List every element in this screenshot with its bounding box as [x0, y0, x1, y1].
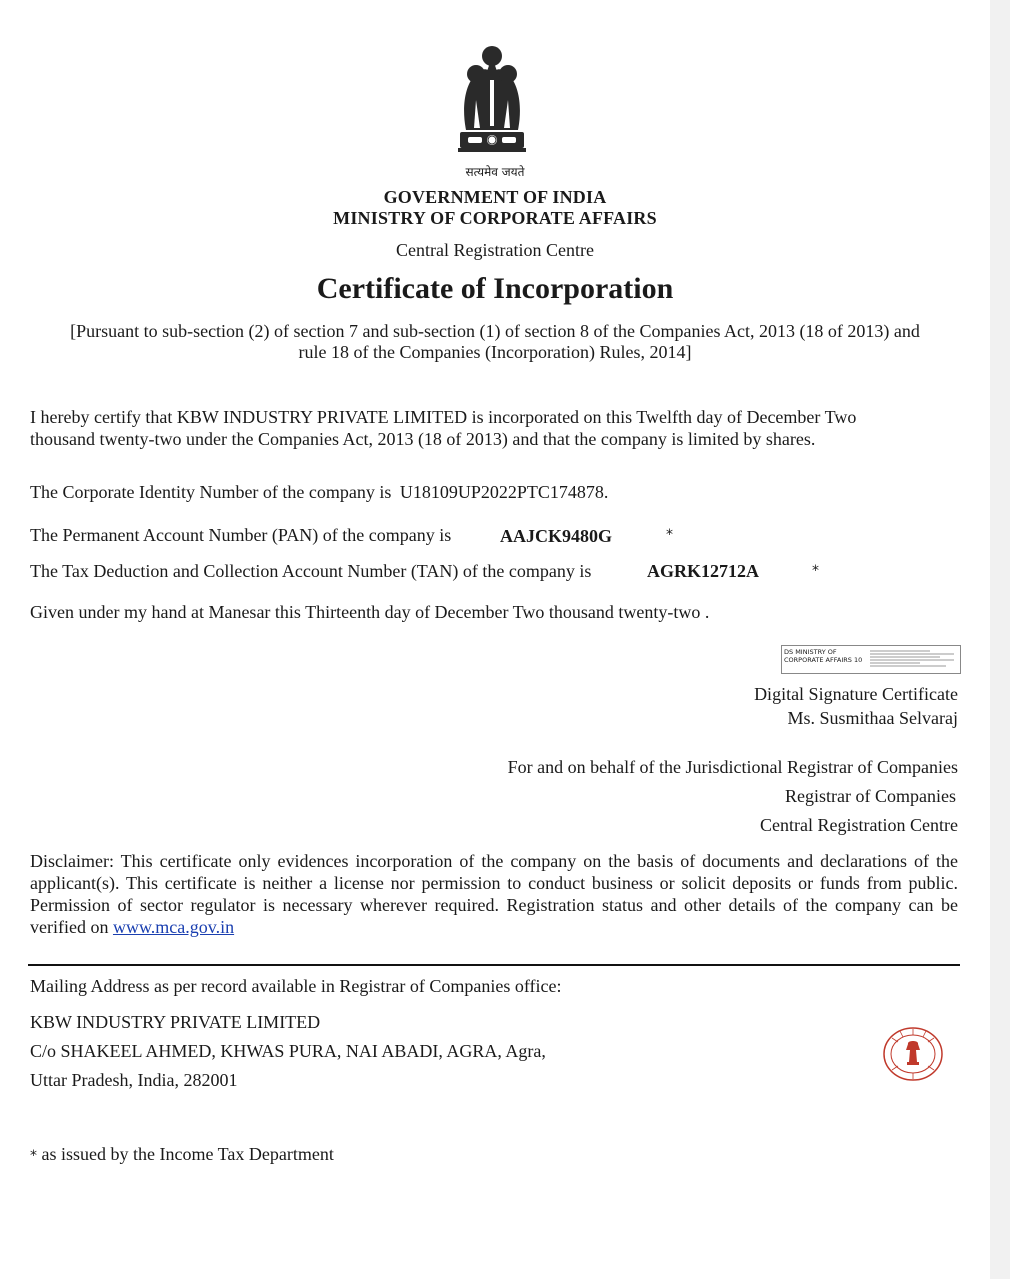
- digital-signature-stamp[interactable]: [781, 645, 961, 674]
- mca-website-link[interactable]: www.mca.gov.in: [112, 917, 235, 937]
- certificate-title: Certificate of Incorporation: [316, 272, 674, 305]
- mailing-line-2: C/o SHAKEEL AHMED, KHWAS PURA, NAI ABADI, AGRA, Agra,: [30, 1041, 546, 1061]
- mailing-line-3: Uttar Pradesh, India, 282001: [30, 1070, 238, 1090]
- pan-row: [30, 525, 451, 546]
- mailing-line-1: KBW INDUSTRY PRIVATE LIMITED: [30, 1012, 321, 1032]
- given-line: Given under my hand at Manesar this Thirteenth day of December Two thousand twenty-two .: [30, 602, 710, 622]
- pursuant-line-2: rule 18 of the Companies (Incorporation) Rules, 2014]: [298, 342, 692, 362]
- signature-detail-lines: [870, 649, 956, 669]
- signature-stamp-text: DS MINISTRY OF CORPORATE AFFAIRS 10: [784, 648, 863, 664]
- footnote-text: as issued by the Income Tax Department: [37, 1144, 334, 1164]
- signer-name: Ms. Susmithaa Selvaraj: [787, 708, 958, 728]
- certify-line-1: I hereby certify that KBW INDUSTRY PRIVATE LIMITED is incorporated on this Twelfth day of December Two: [30, 407, 857, 427]
- mailing-heading: Mailing Address as per record available in Registrar of Companies office:: [30, 976, 562, 996]
- motto: सत्यमेव जयते: [465, 165, 525, 179]
- mca-seal-icon: [882, 1026, 944, 1082]
- tan-label: The Tax Deduction and Collection Account Number (TAN) of the company is: [30, 561, 592, 581]
- footnote: [30, 1144, 334, 1165]
- behalf-line-1: For and on behalf of the Jurisdictional Registrar of Companies: [507, 757, 958, 777]
- behalf-line-3: Central Registration Centre: [760, 815, 958, 835]
- pursuant-line-1: [Pursuant to sub-section (2) of section 7 and sub-section (1) of section 8 of the Companies Act, 2013 (18 of 2013) and: [70, 321, 920, 341]
- dsc-label: Digital Signature Certificate: [754, 684, 958, 704]
- cin-label: The Corporate Identity Number of the company is: [30, 482, 392, 502]
- pan-label: The Permanent Account Number (PAN) of the company is: [30, 525, 452, 545]
- tan-value: AGRK12712A: [647, 561, 759, 581]
- tan-row: [30, 561, 591, 582]
- footnote-mark: *: [30, 1148, 37, 1164]
- government-heading: GOVERNMENT OF INDIA: [383, 187, 607, 207]
- pan-mark: *: [666, 527, 673, 543]
- behalf-line-2: Registrar of Companies: [785, 786, 956, 806]
- cin-row: [30, 482, 608, 503]
- cin-value: U18109UP2022PTC174878.: [399, 482, 609, 502]
- pan-value: AAJCK9480G: [500, 526, 612, 546]
- disclaimer: [30, 850, 958, 938]
- ministry-heading: MINISTRY OF CORPORATE AFFAIRS: [333, 208, 657, 228]
- tan-mark: *: [812, 563, 819, 579]
- scroll-area[interactable]: [990, 0, 1010, 1279]
- centre-heading: Central Registration Centre: [396, 240, 594, 260]
- ashoka-emblem-icon: [452, 40, 532, 162]
- disclaimer-text: Disclaimer: This certificate only evidences incorporation of the company on the basis of documents and declarations of the applicant(s). This certificate is neither a license nor permission to conduct business or solicit deposits or funds from public. Permission of sector regulator is necessary wherever required. Registration status and other details of the company can be verified on: [30, 851, 958, 937]
- divider-line: [28, 964, 960, 966]
- certify-line-2: thousand twenty-two under the Companies Act, 2013 (18 of 2013) and that the company is limited by shares.: [30, 429, 816, 449]
